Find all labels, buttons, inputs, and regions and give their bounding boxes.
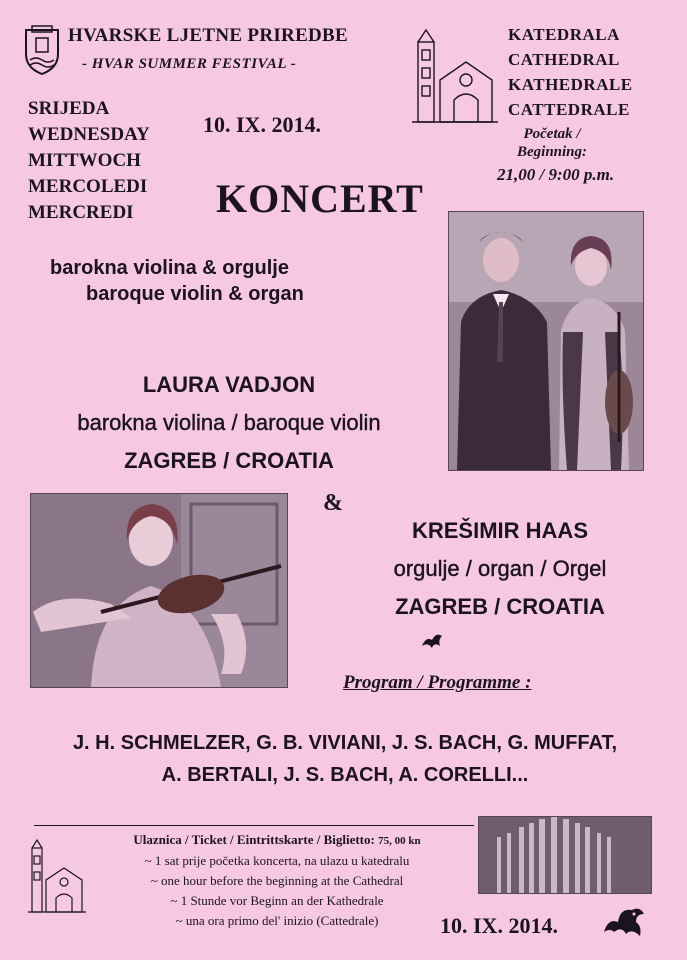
ticket-label: Ulaznica / Ticket / Eintrittskarte / Biglietto: (133, 832, 375, 847)
ticket-line: ~ 1 sat prije početka koncerta, na ulazu u katedralu (144, 853, 410, 868)
weekday-it: MERCOLEDI (28, 176, 148, 197)
organ-photo (478, 816, 652, 894)
performer-name: LAURA VADJON (142, 372, 316, 397)
venue-names (508, 22, 633, 122)
venue-name-hr: KATEDRALA (508, 25, 620, 44)
venue-name-en: CATHEDRAL (508, 50, 620, 69)
composers-line: A. BERTALI, J. S. BACH, A. CORELLI... (161, 764, 529, 786)
ticket-label-row (72, 830, 482, 851)
composers-line: J. H. SCHMELZER, G. B. VIVIANI, J. S. BACH, G. MUFFAT, (72, 732, 618, 754)
begin-label-hr: Početak / (523, 126, 581, 142)
composers-list (20, 727, 670, 791)
concert-title: KONCERT (216, 176, 424, 221)
ticket-price: 75, 00 kn (378, 835, 421, 847)
ornament-icon (420, 630, 444, 650)
festival-title: HVARSKE LJETNE PRIREDBE (68, 25, 349, 46)
performer-organ (340, 512, 660, 626)
begin-label (517, 125, 587, 161)
cathedral-drawing-icon (410, 28, 500, 128)
divider-rule (34, 825, 474, 826)
performer-city: ZAGREB / CROATIA (395, 594, 605, 619)
instruments-hr: barokna violina & orgulje (50, 257, 289, 279)
begin-label-en: Beginning: (517, 144, 588, 160)
ticket-line: ~ una ora primo del' inizio (Cattedrale) (175, 913, 379, 928)
weekday-de: MITTWOCH (28, 150, 141, 171)
venue-name-it: CATTEDRALE (508, 100, 630, 119)
ampersand: & (323, 490, 343, 516)
weekday-hr: SRIJEDA (28, 98, 110, 119)
footer-date: 10. IX. 2014. (440, 913, 558, 938)
performers-duo-photo (448, 211, 644, 471)
ticket-line: ~ one hour before the beginning at the Cathedral (150, 873, 404, 888)
performer-name: KREŠIMIR HAAS (411, 518, 588, 543)
performer-role: barokna violina / baroque violin (77, 410, 381, 435)
weekday-fr: MERCREDI (28, 202, 134, 223)
festival-subtitle: - HVAR SUMMER FESTIVAL - (82, 56, 297, 72)
weekday-list (28, 96, 150, 226)
hvar-crest-icon (22, 24, 62, 76)
ticket-info (72, 830, 482, 931)
performer-role: orgulje / organ / Orgel (393, 556, 607, 581)
venue-name-de: KATHEDRALE (508, 75, 633, 94)
event-date: 10. IX. 2014. (203, 112, 321, 137)
performer-city: ZAGREB / CROATIA (124, 448, 334, 473)
begin-time: 21,00 / 9:00 p.m. (497, 165, 615, 184)
weekday-en: WEDNESDAY (28, 124, 150, 145)
dragon-ornament-icon (600, 902, 646, 940)
program-label: Program / Programme : (343, 672, 532, 693)
instruments-en: baroque violin & organ (86, 283, 304, 305)
performer-violin (34, 366, 424, 480)
violinist-photo (30, 493, 288, 688)
ticket-line: ~ 1 Stunde vor Beginn an der Kathedrale (170, 893, 384, 908)
